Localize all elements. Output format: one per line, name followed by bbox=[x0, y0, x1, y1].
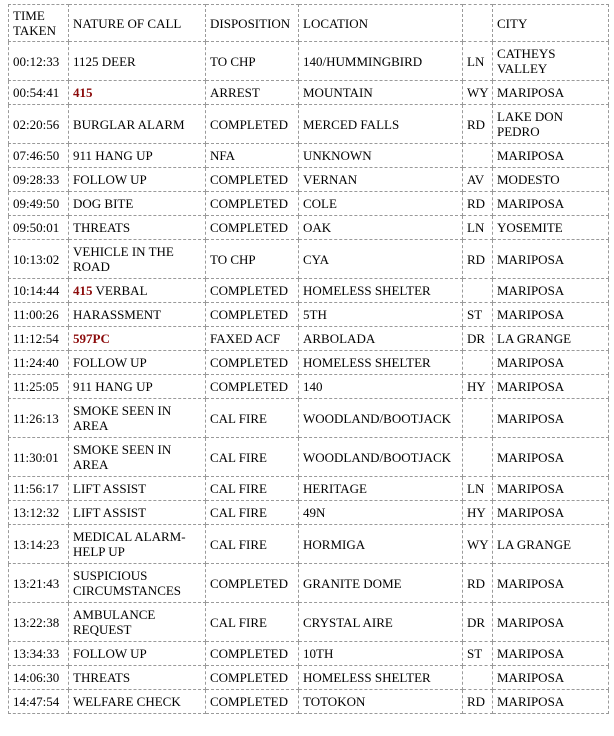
cell-city: LA GRANGE bbox=[493, 525, 609, 564]
cell-city: MARIPOSA bbox=[493, 144, 609, 168]
table-row bbox=[9, 351, 609, 375]
cell-nature-of-call bbox=[69, 42, 206, 81]
header-row bbox=[9, 5, 609, 42]
cell-time-taken: 07:46:50 bbox=[9, 144, 69, 168]
cell-city: MARIPOSA bbox=[493, 303, 609, 327]
cell-street-suffix: HY bbox=[463, 375, 493, 399]
cell-location: WOODLAND/BOOTJACK bbox=[299, 438, 463, 477]
nature-text: HARASSMENT bbox=[73, 307, 162, 322]
nature-text: MEDICAL ALARM-HELP UP bbox=[73, 529, 186, 559]
nature-text: VEHICLE IN THE ROAD bbox=[73, 244, 174, 274]
cell-location: HERITAGE bbox=[299, 477, 463, 501]
cell-disposition: TO CHP bbox=[206, 240, 299, 279]
nature-text: 911 HANG UP bbox=[73, 148, 153, 163]
cell-nature-of-call bbox=[69, 525, 206, 564]
table-row bbox=[9, 192, 609, 216]
cell-disposition: COMPLETED bbox=[206, 192, 299, 216]
cell-nature-of-call bbox=[69, 501, 206, 525]
cell-street-suffix: WY bbox=[463, 525, 493, 564]
cell-nature-of-call bbox=[69, 81, 206, 105]
cell-disposition: COMPLETED bbox=[206, 351, 299, 375]
header-nature-of-call: NATURE OF CALL bbox=[69, 5, 206, 42]
cell-street-suffix: HY bbox=[463, 501, 493, 525]
cell-city: MARIPOSA bbox=[493, 690, 609, 714]
cell-nature-of-call bbox=[69, 279, 206, 303]
cell-city: MARIPOSA bbox=[493, 603, 609, 642]
cell-nature-of-call bbox=[69, 105, 206, 144]
cell-time-taken: 11:24:40 bbox=[9, 351, 69, 375]
table-row bbox=[9, 525, 609, 564]
table-row bbox=[9, 564, 609, 603]
cell-nature-of-call bbox=[69, 564, 206, 603]
cell-time-taken: 11:30:01 bbox=[9, 438, 69, 477]
cell-location: HOMELESS SHELTER bbox=[299, 666, 463, 690]
cell-city: MARIPOSA bbox=[493, 375, 609, 399]
table-row bbox=[9, 642, 609, 666]
cell-location: CRYSTAL AIRE bbox=[299, 603, 463, 642]
table-row bbox=[9, 399, 609, 438]
cell-location: HOMELESS SHELTER bbox=[299, 279, 463, 303]
cell-time-taken: 13:22:38 bbox=[9, 603, 69, 642]
cell-disposition: TO CHP bbox=[206, 42, 299, 81]
cell-disposition: COMPLETED bbox=[206, 642, 299, 666]
cell-time-taken: 13:21:43 bbox=[9, 564, 69, 603]
offense-code: 597PC bbox=[73, 331, 110, 346]
table-row bbox=[9, 690, 609, 714]
cell-location: 49N bbox=[299, 501, 463, 525]
cell-nature-of-call bbox=[69, 666, 206, 690]
cell-time-taken: 13:12:32 bbox=[9, 501, 69, 525]
cell-nature-of-call bbox=[69, 216, 206, 240]
cell-nature-of-call bbox=[69, 642, 206, 666]
cell-time-taken: 13:34:33 bbox=[9, 642, 69, 666]
cell-street-suffix: LN bbox=[463, 42, 493, 81]
cell-city: MARIPOSA bbox=[493, 666, 609, 690]
cell-location: 140 bbox=[299, 375, 463, 399]
cell-street-suffix: LN bbox=[463, 216, 493, 240]
cell-city: MARIPOSA bbox=[493, 438, 609, 477]
cell-time-taken: 09:49:50 bbox=[9, 192, 69, 216]
table-row bbox=[9, 216, 609, 240]
cell-disposition: CAL FIRE bbox=[206, 603, 299, 642]
cell-street-suffix: RD bbox=[463, 240, 493, 279]
cell-nature-of-call bbox=[69, 438, 206, 477]
header-street-suffix bbox=[463, 5, 493, 42]
cell-disposition: FAXED ACF bbox=[206, 327, 299, 351]
table-row bbox=[9, 168, 609, 192]
cell-city: MARIPOSA bbox=[493, 192, 609, 216]
cell-location: WOODLAND/BOOTJACK bbox=[299, 399, 463, 438]
table-row bbox=[9, 375, 609, 399]
nature-text: BURGLAR ALARM bbox=[73, 116, 185, 132]
cell-city: MARIPOSA bbox=[493, 564, 609, 603]
cell-disposition: CAL FIRE bbox=[206, 525, 299, 564]
cell-city: LA GRANGE bbox=[493, 327, 609, 351]
cell-time-taken: 09:28:33 bbox=[9, 168, 69, 192]
cell-time-taken: 10:13:02 bbox=[9, 240, 69, 279]
cell-time-taken: 11:12:54 bbox=[9, 327, 69, 351]
cell-location: ARBOLADA bbox=[299, 327, 463, 351]
cell-street-suffix bbox=[463, 351, 493, 375]
cell-disposition: COMPLETED bbox=[206, 375, 299, 399]
table-row bbox=[9, 105, 609, 144]
cell-time-taken: 11:56:17 bbox=[9, 477, 69, 501]
cell-city: CATHEYS VALLEY bbox=[493, 42, 609, 81]
cell-disposition: CAL FIRE bbox=[206, 501, 299, 525]
cell-street-suffix: RD bbox=[463, 690, 493, 714]
cell-time-taken: 14:06:30 bbox=[9, 666, 69, 690]
table-row bbox=[9, 303, 609, 327]
table-row bbox=[9, 42, 609, 81]
cell-time-taken: 13:14:23 bbox=[9, 525, 69, 564]
cell-street-suffix bbox=[463, 399, 493, 438]
cell-location: HORMIGA bbox=[299, 525, 463, 564]
table-row bbox=[9, 279, 609, 303]
cell-disposition: CAL FIRE bbox=[206, 399, 299, 438]
cell-disposition: COMPLETED bbox=[206, 666, 299, 690]
call-log-table bbox=[8, 4, 609, 714]
header-location: LOCATION bbox=[299, 5, 463, 42]
table-row bbox=[9, 603, 609, 642]
cell-street-suffix bbox=[463, 666, 493, 690]
cell-location: CYA bbox=[299, 240, 463, 279]
cell-nature-of-call bbox=[69, 690, 206, 714]
cell-nature-of-call bbox=[69, 168, 206, 192]
cell-nature-of-call bbox=[69, 351, 206, 375]
offense-code: 415 bbox=[73, 283, 93, 298]
cell-city: MARIPOSA bbox=[493, 279, 609, 303]
nature-text: SUSPICIOUS CIRCUMSTANCES bbox=[73, 568, 182, 598]
header-disposition: DISPOSITION bbox=[206, 5, 299, 42]
nature-text: SMOKE SEEN IN AREA bbox=[73, 442, 172, 472]
cell-nature-of-call bbox=[69, 603, 206, 642]
nature-text: AMBULANCE REQUEST bbox=[73, 607, 156, 637]
cell-location: MERCED FALLS bbox=[299, 105, 463, 144]
nature-text: FOLLOW UP bbox=[73, 172, 147, 187]
cell-street-suffix: DR bbox=[463, 603, 493, 642]
cell-street-suffix: AV bbox=[463, 168, 493, 192]
nature-text: 911 HANG UP bbox=[73, 379, 153, 394]
cell-city: MODESTO bbox=[493, 168, 609, 192]
cell-disposition: CAL FIRE bbox=[206, 477, 299, 501]
offense-code: 415 bbox=[73, 85, 93, 100]
header-city: CITY bbox=[493, 5, 609, 42]
table-row bbox=[9, 477, 609, 501]
cell-nature-of-call bbox=[69, 240, 206, 279]
cell-disposition: CAL FIRE bbox=[206, 438, 299, 477]
cell-location: HOMELESS SHELTER bbox=[299, 351, 463, 375]
cell-city: MARIPOSA bbox=[493, 351, 609, 375]
nature-text: FOLLOW UP bbox=[73, 355, 147, 370]
table-row bbox=[9, 438, 609, 477]
table-row bbox=[9, 327, 609, 351]
cell-street-suffix: RD bbox=[463, 192, 493, 216]
cell-street-suffix: DR bbox=[463, 327, 493, 351]
cell-time-taken: 00:54:41 bbox=[9, 81, 69, 105]
cell-disposition: COMPLETED bbox=[206, 168, 299, 192]
cell-location: COLE bbox=[299, 192, 463, 216]
cell-nature-of-call bbox=[69, 327, 206, 351]
cell-city: MARIPOSA bbox=[493, 399, 609, 438]
cell-nature-of-call bbox=[69, 144, 206, 168]
cell-city: LAKE DON PEDRO bbox=[493, 105, 609, 144]
cell-disposition: COMPLETED bbox=[206, 216, 299, 240]
header-time-taken: TIME TAKEN bbox=[9, 5, 69, 42]
cell-street-suffix: WY bbox=[463, 81, 493, 105]
cell-street-suffix: LN bbox=[463, 477, 493, 501]
cell-location: 10TH bbox=[299, 642, 463, 666]
cell-disposition: COMPLETED bbox=[206, 279, 299, 303]
nature-text: LIFT ASSIST bbox=[73, 505, 147, 520]
cell-time-taken: 00:12:33 bbox=[9, 42, 69, 81]
nature-text: THREATS bbox=[73, 220, 131, 235]
table-row bbox=[9, 240, 609, 279]
cell-disposition: NFA bbox=[206, 144, 299, 168]
cell-city: MARIPOSA bbox=[493, 642, 609, 666]
cell-street-suffix: ST bbox=[463, 642, 493, 666]
cell-disposition: COMPLETED bbox=[206, 105, 299, 144]
cell-time-taken: 09:50:01 bbox=[9, 216, 69, 240]
nature-text: DOG BITE bbox=[73, 196, 134, 211]
nature-text: THREATS bbox=[73, 670, 131, 685]
table-row bbox=[9, 501, 609, 525]
cell-location: UNKNOWN bbox=[299, 144, 463, 168]
cell-nature-of-call bbox=[69, 303, 206, 327]
cell-time-taken: 11:00:26 bbox=[9, 303, 69, 327]
table-row bbox=[9, 666, 609, 690]
cell-city: MARIPOSA bbox=[493, 501, 609, 525]
cell-nature-of-call bbox=[69, 192, 206, 216]
nature-text: VERBAL bbox=[92, 283, 148, 298]
cell-location: TOTOKON bbox=[299, 690, 463, 714]
cell-street-suffix bbox=[463, 144, 493, 168]
nature-text: WELFARE CHECK bbox=[73, 694, 181, 709]
cell-disposition: COMPLETED bbox=[206, 564, 299, 603]
cell-location: VERNAN bbox=[299, 168, 463, 192]
cell-location: MOUNTAIN bbox=[299, 81, 463, 105]
cell-time-taken: 11:26:13 bbox=[9, 399, 69, 438]
nature-text: SMOKE SEEN IN AREA bbox=[73, 403, 172, 433]
cell-time-taken: 14:47:54 bbox=[9, 690, 69, 714]
cell-disposition: ARREST bbox=[206, 81, 299, 105]
cell-street-suffix bbox=[463, 279, 493, 303]
nature-text: FOLLOW UP bbox=[73, 646, 147, 661]
table-row bbox=[9, 144, 609, 168]
cell-city: MARIPOSA bbox=[493, 240, 609, 279]
cell-nature-of-call bbox=[69, 477, 206, 501]
cell-street-suffix: RD bbox=[463, 105, 493, 144]
cell-street-suffix bbox=[463, 438, 493, 477]
cell-location: 140/HUMMINGBIRD bbox=[299, 42, 463, 81]
cell-city: MARIPOSA bbox=[493, 81, 609, 105]
cell-disposition: COMPLETED bbox=[206, 303, 299, 327]
cell-nature-of-call bbox=[69, 399, 206, 438]
cell-location: OAK bbox=[299, 216, 463, 240]
cell-location: GRANITE DOME bbox=[299, 564, 463, 603]
cell-city: MARIPOSA bbox=[493, 477, 609, 501]
cell-time-taken: 11:25:05 bbox=[9, 375, 69, 399]
nature-text: 1125 DEER bbox=[73, 53, 136, 69]
cell-disposition: COMPLETED bbox=[206, 690, 299, 714]
nature-text: LIFT ASSIST bbox=[73, 481, 147, 496]
cell-location: 5TH bbox=[299, 303, 463, 327]
table-row bbox=[9, 81, 609, 105]
cell-street-suffix: ST bbox=[463, 303, 493, 327]
cell-time-taken: 10:14:44 bbox=[9, 279, 69, 303]
cell-street-suffix: RD bbox=[463, 564, 493, 603]
cell-time-taken: 02:20:56 bbox=[9, 105, 69, 144]
cell-city: YOSEMITE bbox=[493, 216, 609, 240]
cell-nature-of-call bbox=[69, 375, 206, 399]
